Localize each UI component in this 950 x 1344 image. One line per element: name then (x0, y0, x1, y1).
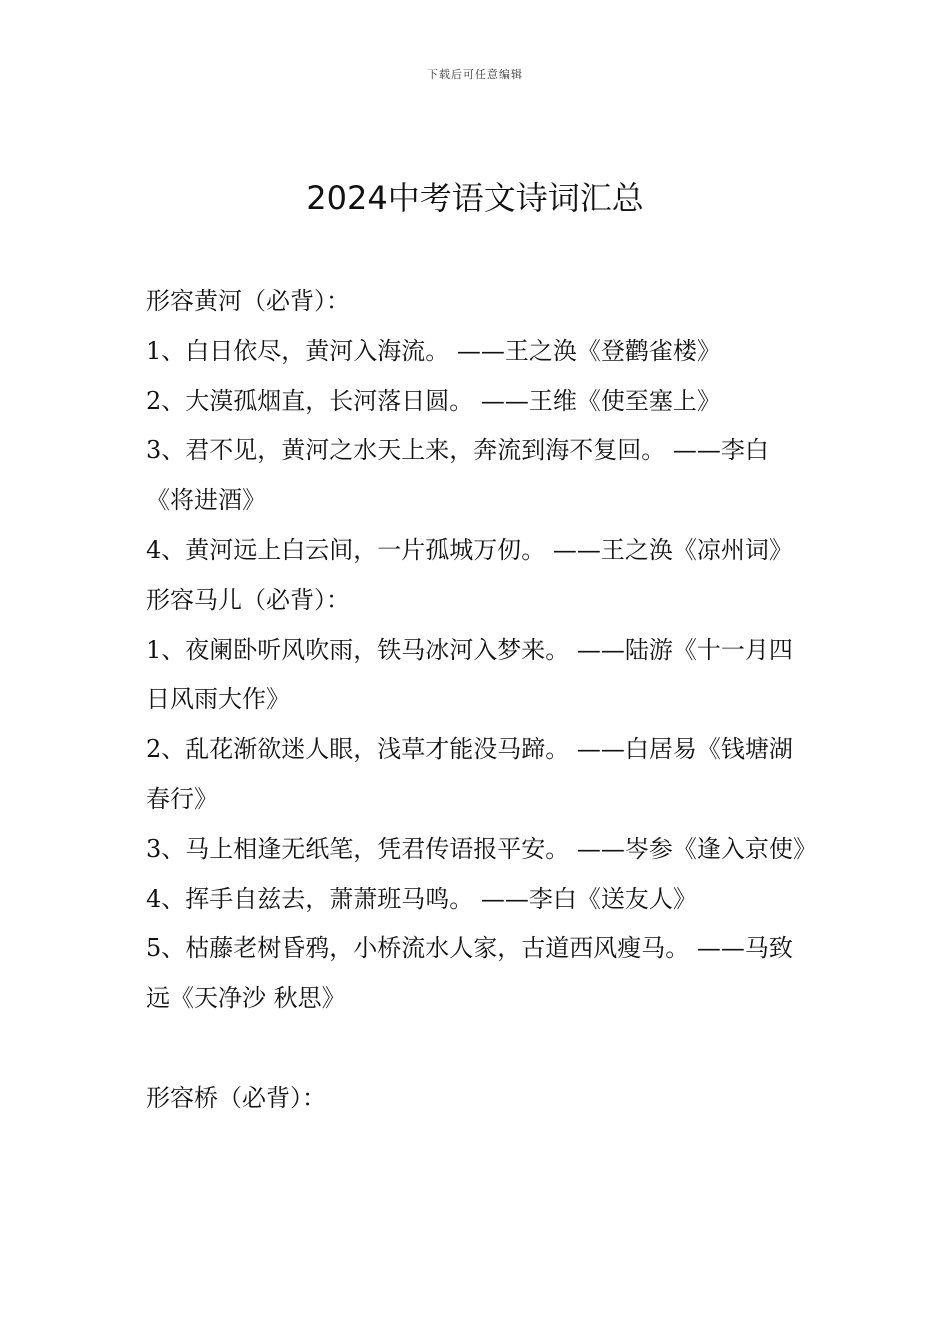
document-title: 2024中考语文诗词汇总 (306, 179, 644, 217)
section-heading-yellow-river: 形容黄河（必背）： (146, 287, 350, 315)
poem-line: 3、马上相逢无纸笔，凭君传语报平安。 ——岑参《逢入京使》 (146, 834, 817, 863)
poem-line: 1、夜阑卧听风吹雨，铁马冰河入梦来。 ——陆游《十一月四日风雨大作》 (146, 635, 793, 714)
poem-line: 2、乱花渐欲迷人眼，浅草才能没马蹄。 ——白居易《钱塘湖春行》 (146, 735, 793, 813)
section-heading-bridge: 形容桥（必背）： (146, 1083, 326, 1112)
poem-line: 4、挥手自兹去，萧萧班马鸣。 ——李白《送友人》 (146, 884, 697, 913)
blank-line (146, 1024, 808, 1074)
poem-line: 2、大漠孤烟直，长河落日圆。 ——王维《使至塞上》 (146, 386, 721, 415)
poem-line: 1、白日依尽，黄河入海流。 ——王之涣《登鹳雀楼》 (146, 336, 721, 365)
header-note: 下载后可任意编辑 (427, 68, 523, 81)
document-body (146, 277, 817, 1124)
poem-line: 3、君不见，黄河之水天上来，奔流到海不复回。 ——李白《将进酒》 (146, 436, 769, 515)
poem-line: 4、黄河远上白云间，一片孤城万仞。 ——王之涣《凉州词》 (146, 535, 793, 564)
section-heading-horse: 形容马儿（必背）： (146, 585, 350, 614)
poem-line: 5、枯藤老树昏鸦，小桥流水人家，古道西风瘦马。 ——马致远《天净沙 秋思》 (146, 934, 793, 1013)
